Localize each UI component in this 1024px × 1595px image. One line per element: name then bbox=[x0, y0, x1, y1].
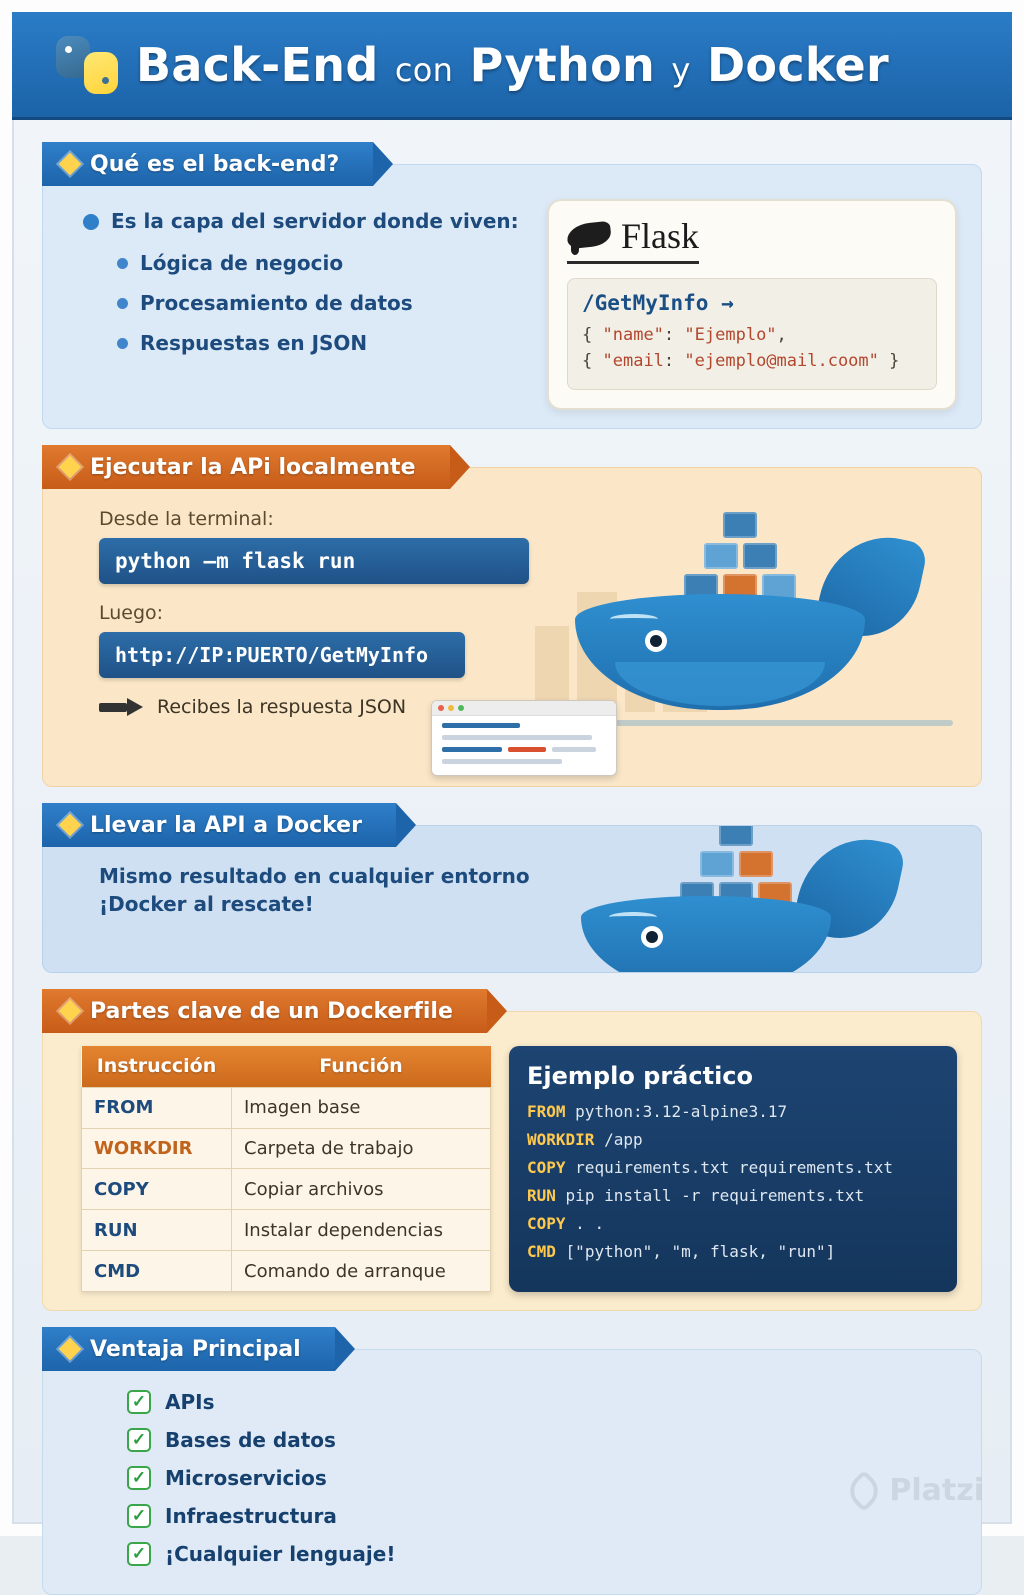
list-item bbox=[127, 1466, 961, 1490]
advantages-list bbox=[63, 1384, 961, 1566]
diamond-icon bbox=[59, 153, 82, 176]
run-instructions bbox=[63, 502, 533, 718]
check-icon: ✓ bbox=[127, 1542, 151, 1566]
section-dockerfile-panel bbox=[42, 1011, 982, 1311]
whale-spout-icon bbox=[610, 614, 658, 624]
title-y: y bbox=[671, 50, 691, 89]
diamond-icon bbox=[59, 456, 82, 479]
example-title: Ejemplo práctico bbox=[527, 1062, 754, 1090]
container-stack-icon bbox=[655, 512, 825, 605]
list-item bbox=[117, 291, 533, 315]
section-run-api bbox=[42, 445, 982, 787]
flask-response-codeblock bbox=[567, 278, 937, 390]
table-row bbox=[82, 1169, 491, 1210]
section-dockerfile-ribbon bbox=[42, 989, 487, 1033]
page-title bbox=[136, 38, 889, 92]
table-row bbox=[82, 1210, 491, 1251]
api-url[interactable]: http://IP:PUERTO/GetMyInfo bbox=[99, 632, 465, 678]
code-line: COPY . . bbox=[527, 1214, 605, 1233]
list-item bbox=[127, 1504, 961, 1528]
watermark-label: Platzi bbox=[889, 1473, 984, 1508]
code-line: COPY requirements.txt requirements.txt bbox=[527, 1158, 894, 1177]
flask-horn-icon bbox=[567, 219, 611, 253]
bullet-dot-icon bbox=[117, 298, 128, 309]
list-item-label: Respuestas en JSON bbox=[140, 331, 368, 355]
flask-card bbox=[547, 199, 957, 410]
cell-function: Copiar archivos bbox=[232, 1169, 491, 1210]
diamond-icon bbox=[59, 814, 82, 837]
cell-instruction: COPY bbox=[82, 1169, 232, 1210]
check-icon: ✓ bbox=[127, 1428, 151, 1452]
list-item bbox=[127, 1542, 961, 1566]
code-line: WORKDIR /app bbox=[527, 1130, 643, 1149]
diamond-icon bbox=[59, 1000, 82, 1023]
section-backend-ribbon bbox=[42, 142, 373, 186]
diamond-icon bbox=[59, 1338, 82, 1361]
section-ventaja-panel bbox=[42, 1349, 982, 1595]
title-python: Python bbox=[469, 37, 656, 92]
bullet-dot-icon bbox=[83, 214, 99, 230]
check-icon: ✓ bbox=[127, 1504, 151, 1528]
column-header-function: Función bbox=[232, 1046, 491, 1087]
cell-function: Imagen base bbox=[232, 1087, 491, 1128]
column-header-instruction: Instrucción bbox=[82, 1046, 232, 1087]
response-note-label: Recibes la respuesta JSON bbox=[157, 696, 407, 718]
backend-main-bullet-label: Es la capa del servidor donde viven: bbox=[111, 209, 519, 233]
list-item bbox=[117, 331, 533, 355]
list-item-label: Lógica de negocio bbox=[140, 251, 344, 275]
table-row bbox=[82, 1128, 491, 1169]
flask-logo bbox=[567, 215, 699, 264]
table-header-row bbox=[82, 1046, 491, 1087]
section-run-panel bbox=[42, 467, 982, 787]
python-logo-icon bbox=[56, 34, 118, 96]
dockerfile-instructions-table bbox=[81, 1046, 491, 1292]
terminal-label: Desde la terminal: bbox=[99, 508, 274, 530]
backend-main-bullet bbox=[83, 209, 533, 233]
list-item bbox=[127, 1390, 961, 1414]
browser-titlebar bbox=[432, 701, 616, 716]
check-icon: ✓ bbox=[127, 1390, 151, 1414]
platzi-logo-icon bbox=[843, 1469, 885, 1511]
luego-label: Luego: bbox=[99, 602, 164, 624]
section-dockerfile-title: Partes clave de un Dockerfile bbox=[90, 998, 453, 1024]
cell-function: Instalar dependencias bbox=[232, 1210, 491, 1251]
table-row bbox=[82, 1087, 491, 1128]
title-con: con bbox=[394, 50, 454, 89]
json-line: { "email: "ejemplo@mail.coom" } bbox=[582, 351, 900, 371]
whale-eye-icon bbox=[641, 926, 663, 948]
section-docker bbox=[42, 803, 982, 973]
docker-line-1: Mismo resultado en cualquier entorno bbox=[99, 864, 530, 888]
section-dockerfile bbox=[42, 989, 982, 1311]
bullet-dot-icon bbox=[117, 338, 128, 349]
api-route: /GetMyInfo → bbox=[582, 291, 734, 315]
bullet-dot-icon bbox=[117, 258, 128, 269]
backend-bullet-list bbox=[63, 199, 533, 410]
code-line: RUN pip install -r requirements.txt bbox=[527, 1186, 865, 1205]
terminal-command[interactable]: python –m flask run bbox=[99, 538, 529, 584]
cell-function: Carpeta de trabajo bbox=[232, 1128, 491, 1169]
list-item bbox=[127, 1428, 961, 1452]
section-ventaja-ribbon bbox=[42, 1327, 335, 1371]
title-docker: Docker bbox=[706, 37, 890, 92]
list-item-label: Infraestructura bbox=[165, 1504, 337, 1528]
cell-instruction: RUN bbox=[82, 1210, 232, 1251]
list-item-label: ¡Cualquier lenguaje! bbox=[165, 1542, 396, 1566]
flask-logo-label: Flask bbox=[621, 216, 700, 256]
whale-eye-icon bbox=[645, 630, 667, 652]
section-backend bbox=[42, 142, 982, 429]
section-run-ribbon bbox=[42, 445, 450, 489]
title-main: Back-End bbox=[136, 37, 379, 92]
browser-window-mock bbox=[431, 700, 617, 776]
arrow-right-icon bbox=[99, 698, 143, 716]
list-item-label: Procesamiento de datos bbox=[140, 291, 413, 315]
backend-sub-list bbox=[117, 251, 533, 355]
code-line: CMD ["python", "m, flask, "run"] bbox=[527, 1242, 836, 1261]
docker-line-2: ¡Docker al rescate! bbox=[99, 892, 314, 916]
list-item bbox=[117, 251, 533, 275]
list-item-label: Microservicios bbox=[165, 1466, 327, 1490]
section-docker-panel bbox=[42, 825, 982, 973]
poster-header bbox=[12, 12, 1012, 120]
table-row bbox=[82, 1251, 491, 1292]
check-icon: ✓ bbox=[127, 1466, 151, 1490]
section-backend-title: Qué es el back-end? bbox=[90, 151, 340, 177]
list-item-label: Bases de datos bbox=[165, 1428, 336, 1452]
cell-function: Comando de arranque bbox=[232, 1251, 491, 1292]
watermark bbox=[849, 1473, 984, 1508]
code-line: FROM python:3.12-alpine3.17 bbox=[527, 1102, 788, 1121]
json-line: { "name": "Ejemplo", bbox=[582, 325, 787, 345]
section-ventaja bbox=[42, 1327, 982, 1595]
docker-text bbox=[63, 864, 961, 916]
dockerfile-example-card bbox=[509, 1046, 957, 1292]
list-item-label: APIs bbox=[165, 1390, 215, 1414]
cell-instruction: CMD bbox=[82, 1251, 232, 1292]
section-ventaja-title: Ventaja Principal bbox=[90, 1336, 301, 1362]
section-docker-title: Llevar la API a Docker bbox=[90, 812, 362, 838]
section-docker-ribbon bbox=[42, 803, 396, 847]
section-backend-panel bbox=[42, 164, 982, 429]
cell-instruction: FROM bbox=[82, 1087, 232, 1128]
cell-instruction: WORKDIR bbox=[82, 1128, 232, 1169]
section-run-title: Ejecutar la APi localmente bbox=[90, 454, 416, 480]
